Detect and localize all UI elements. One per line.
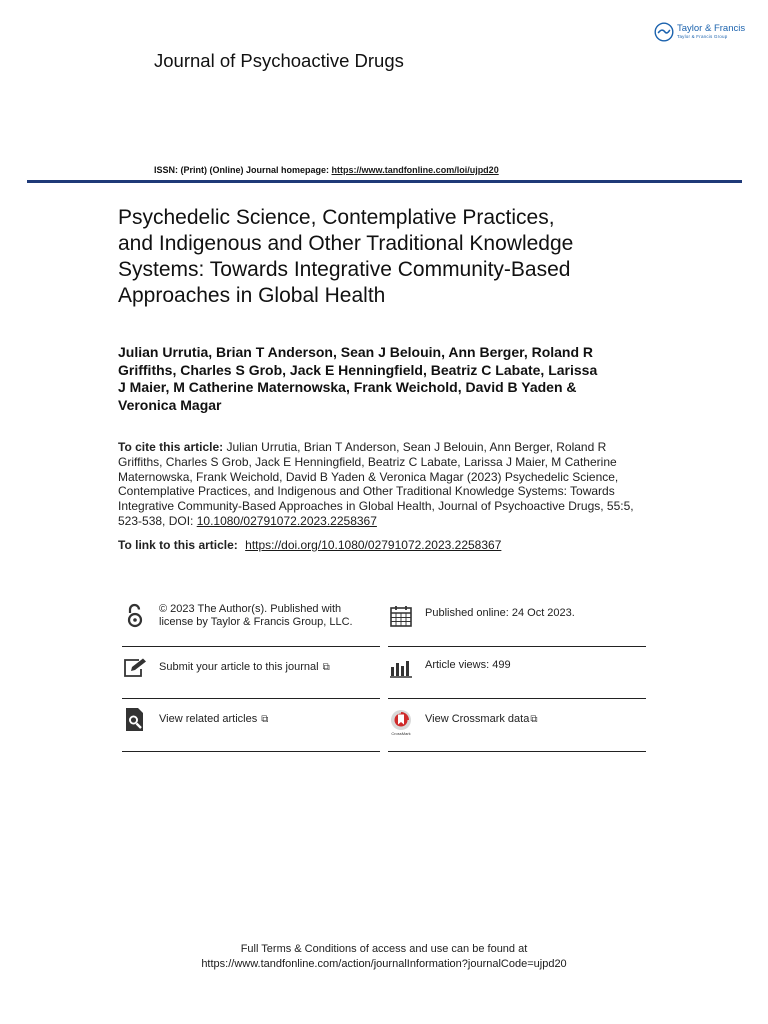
citation-text: Julian Urrutia, Brian T Anderson, Sean J Belouin, Ann Berger, Roland R Griffiths, Charles S Grob, Jack E Henningfield, Beatriz C Labate, Larissa J Maier, M Catherine Maternowska, Frank Weichold, David B Yaden & Veronica Magar (2023) Psychedelic Science, Contemplative Practices, and Indigenous and Other Traditional Knowledge Systems: Towards Integrative Community-Based Approaches in Global Health, Journal of Psychoactive Drugs, 55:5, 523-538, DOI: [118,440,634,528]
authors-line: Griffiths, Charles S Grob, Jack E Henningfield, Beatriz C Labate, Larissa [118,361,598,378]
article-doi-link[interactable]: https://doi.org/10.1080/02791072.2023.2258367 [245,538,502,552]
grid-divider [122,751,380,752]
edit-icon [122,657,148,679]
citation-block [118,440,648,529]
journal-homepage-link[interactable]: https://www.tandfonline.com/loi/ujpd20 [331,165,499,175]
external-link-icon: ⧉ [322,662,330,673]
submit-article-link[interactable] [122,655,330,681]
grid-divider [388,751,646,752]
authors-line: Veronica Magar [118,396,222,413]
crossmark-text: View Crossmark data [425,713,530,725]
related-articles-text: View related articles [159,713,258,725]
article-title-line: Systems: Towards Integrative Community-Based [118,258,571,281]
terms-footer [0,942,768,972]
open-access-icon [124,603,146,629]
article-title [118,205,678,309]
taylor-francis-logo-icon [654,22,674,42]
authors-line: Julian Urrutia, Brian T Anderson, Sean J Belouin, Ann Berger, Roland R [118,344,594,360]
license-text [159,603,353,629]
crossmark-icon [390,709,412,731]
license-info [122,603,353,629]
related-articles-link[interactable] [122,707,268,733]
grid-divider [122,698,380,699]
license-line: © 2023 The Author(s). Published with [159,603,342,615]
grid-divider [122,646,380,647]
article-link-label: To link to this article: [118,538,238,552]
article-link-line [118,538,501,552]
article-authors [118,344,618,414]
header-divider [27,180,742,183]
published-date: Published online: 24 Oct 2023. [425,607,575,619]
authors-line: J Maier, M Catherine Maternowska, Frank Weichold, David B Yaden & [118,379,577,395]
article-title-line: and Indigenous and Other Traditional Knowledge [118,232,574,255]
article-title-line: Approaches in Global Health [118,284,386,307]
grid-divider [388,698,646,699]
terms-text: Full Terms & Conditions of access and use can be found at [240,943,528,955]
calendar-icon [389,604,413,628]
crossmark-link[interactable] [388,707,537,737]
external-link-icon: ⧉ [261,714,269,725]
issn-line [154,165,499,175]
issn-label: ISSN: (Print) (Online) Journal homepage: [154,165,330,175]
publisher-logo [654,22,745,42]
license-line: license by Taylor & Francis Group, LLC. [159,616,353,628]
citation-doi-link[interactable]: 10.1080/02791072.2023.2258367 [196,513,377,528]
published-info [388,603,575,629]
publisher-subname: Taylor & Francis Group [677,34,728,39]
search-document-icon [123,707,147,733]
terms-link[interactable]: https://www.tandfonline.com/action/journalInformation?journalCode=ujpd20 [201,958,567,970]
article-views-text: Article views: 499 [425,659,511,671]
external-link-icon: ⧉ [530,714,538,725]
crossmark-badge: CrossMark [391,730,411,736]
journal-title: Journal of Psychoactive Drugs [154,50,404,71]
submit-article-text: Submit your article to this journal [159,661,319,673]
grid-divider [388,646,646,647]
bar-chart-icon [389,658,413,678]
article-title-line: Psychedelic Science, Contemplative Practices, [118,206,555,229]
publisher-name: Taylor & Francis [677,23,746,34]
article-views-info [388,655,511,681]
citation-label: To cite this article: [118,440,224,454]
